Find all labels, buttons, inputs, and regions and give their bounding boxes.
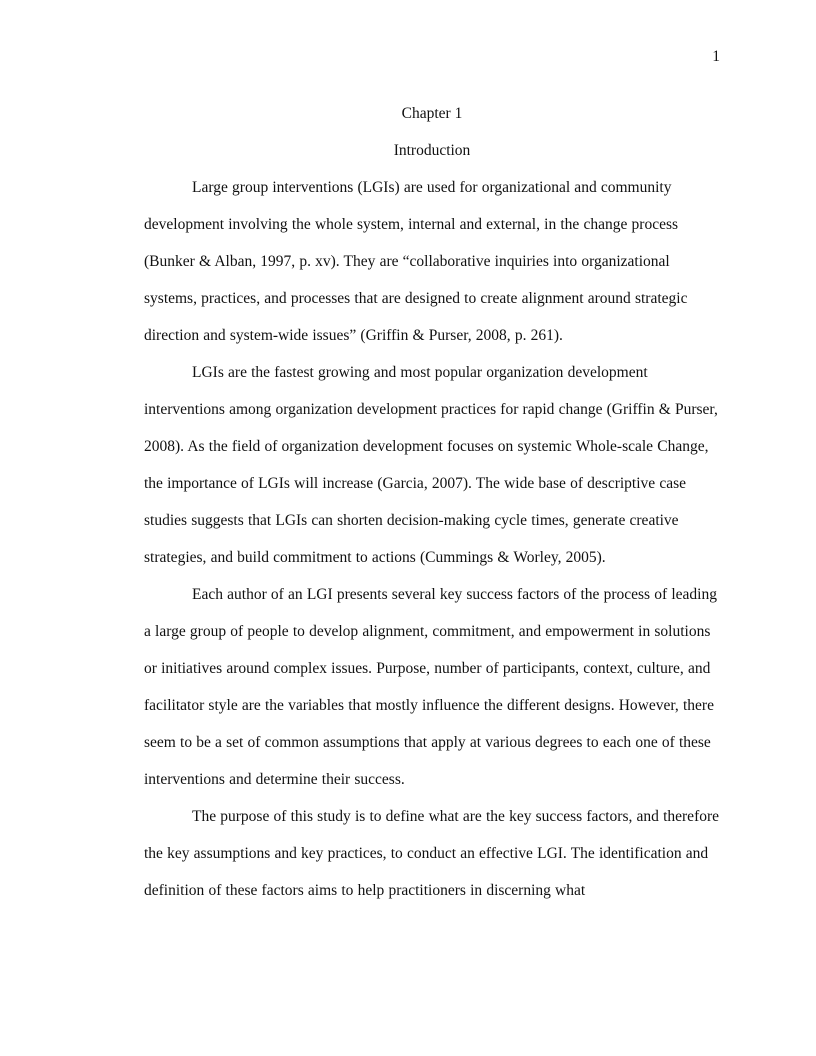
page-number: 1 <box>712 48 720 65</box>
paragraph: Large group interventions (LGIs) are used for organizational and community development involving the whole system, internal and external, in the change process (Bunker & Alban, 1997, p. xv). They are “collaborative inquiries into organizational systems, practices, and processes that are designed to create alignment around strategic direction and system-wide issues” (Griffin & Purser, 2008, p. 261). <box>144 179 688 344</box>
document-body <box>144 95 720 909</box>
paragraph: LGIs are the fastest growing and most popular organization development interventions among organization development practices for rapid change (Griffin & Purser, 2008). As the field of organization development focuses on systemic Whole-scale Change, the importance of LGIs will increase (Garcia, 2007). The wide base of descriptive case studies suggests that LGIs can shorten decision-making cycle times, generate creative strategies, and build commitment to actions (Cummings & Worley, 2005). <box>144 364 718 566</box>
chapter-label: Chapter 1 <box>401 105 463 122</box>
paragraph: The purpose of this study is to define what are the key success factors, and therefore the key assumptions and key practices, to conduct an effective LGI. The identification and definition of these factors aims to help practitioners in discerning what <box>144 808 720 899</box>
chapter-title: Introduction <box>393 142 471 159</box>
paragraph: Each author of an LGI presents several key success factors of the process of leading a large group of people to develop alignment, commitment, and empowerment in solutions or initiatives around complex issues. Purpose, number of participants, context, culture, and facilitator style are the variables that mostly influence the different designs. However, there seem to be a set of common assumptions that apply at various degrees to each one of these interventions and determine their success. <box>144 586 717 788</box>
